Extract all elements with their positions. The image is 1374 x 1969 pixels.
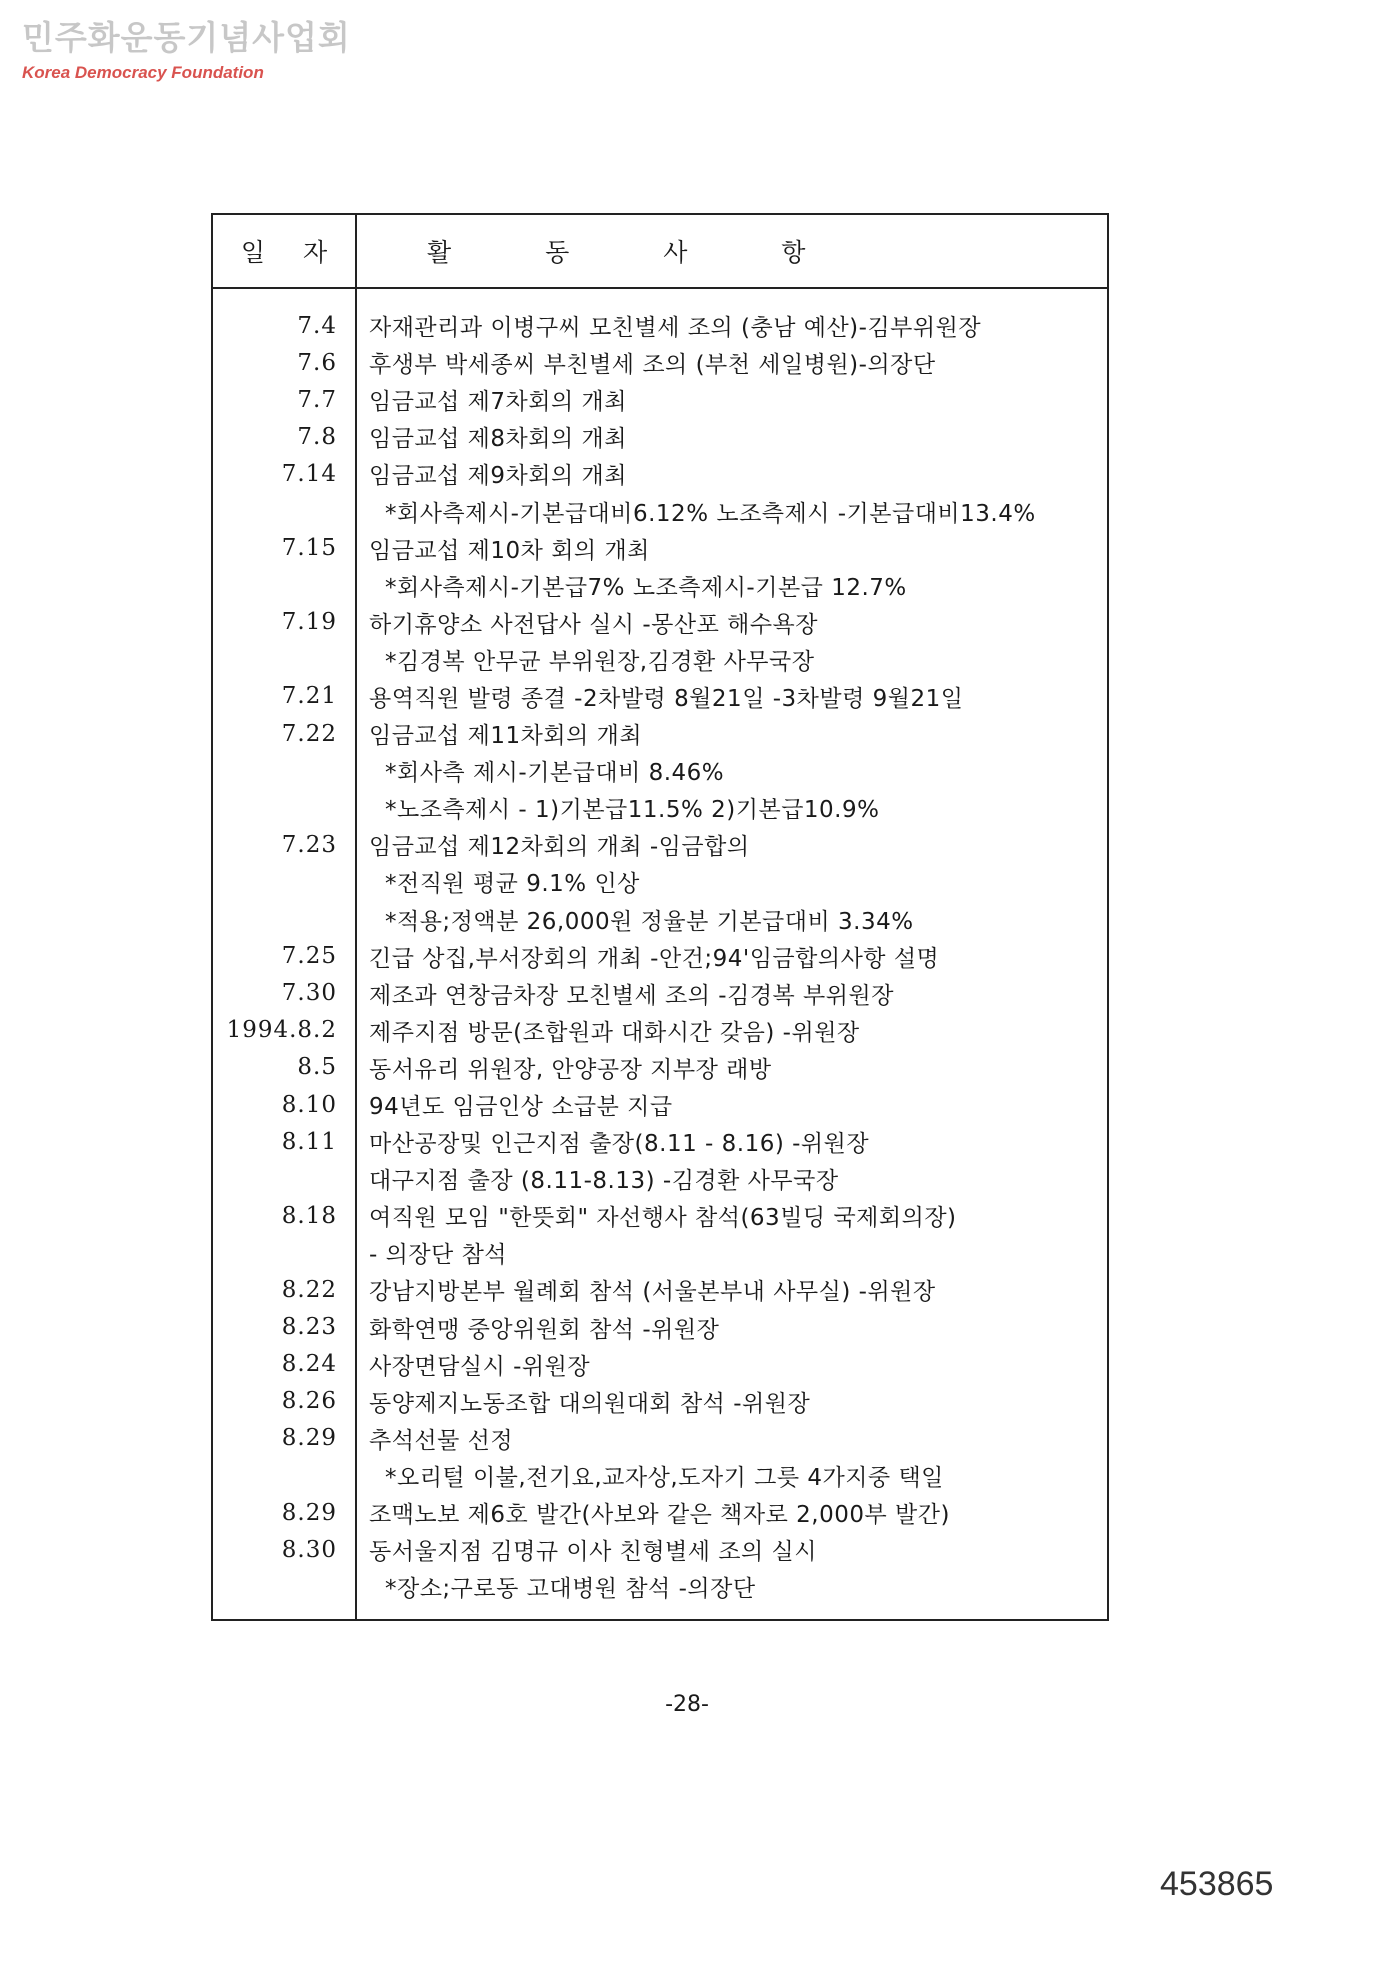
row-date: 7.14 xyxy=(281,460,337,487)
watermark-korean: 민주화운동기념사업회 xyxy=(22,18,351,57)
table-row xyxy=(213,1420,1107,1457)
row-activity: *회사측제시-기본급7% 노조측제시-기본급 12.7% xyxy=(385,574,907,601)
table-row xyxy=(213,492,1107,529)
table-row xyxy=(213,1049,1107,1086)
row-activity: 임금교섭 제9차회의 개최 xyxy=(369,463,627,490)
row-activity: 강남지방본부 월례회 참석 (서울본부내 사무실) -위원장 xyxy=(369,1279,936,1306)
row-activity: 마산공장및 인근지점 출장(8.11 - 8.16) -위원장 xyxy=(369,1131,870,1158)
document-id: 453865 xyxy=(1160,1865,1274,1903)
table-row xyxy=(213,381,1107,418)
row-activity: 하기휴양소 사전답사 실시 -몽산포 해수욕장 xyxy=(369,611,818,638)
row-activity: 추석선물 선정 xyxy=(369,1427,514,1454)
row-activity: 자재관리과 이병구씨 모친별세 조의 (충남 예산)-김부위원장 xyxy=(369,315,982,342)
row-activity: 임금교섭 제8차회의 개최 xyxy=(369,426,627,453)
row-date: 7.22 xyxy=(281,720,337,747)
table-row xyxy=(213,1197,1107,1234)
page-number: -28- xyxy=(665,1692,709,1717)
header-divider xyxy=(213,287,1107,289)
row-activity: *장소;구로동 고대병원 참석 -의장단 xyxy=(385,1576,756,1603)
row-activity: 대구지점 출장 (8.11-8.13) -김경환 사무국장 xyxy=(369,1168,839,1195)
table-row xyxy=(213,1086,1107,1123)
row-activity: 후생부 박세종씨 부친별세 조의 (부천 세일병원)-의장단 xyxy=(369,352,936,379)
table-row xyxy=(213,975,1107,1012)
row-date: 7.6 xyxy=(297,349,337,376)
table-row xyxy=(213,1531,1107,1568)
row-activity: 동양제지노동조합 대의원대회 참석 -위원장 xyxy=(369,1390,811,1417)
row-activity: 긴급 상집,부서장회의 개최 -안건;94'임금합의사항 설명 xyxy=(369,945,940,972)
row-date: 8.29 xyxy=(281,1425,337,1452)
row-date: 7.7 xyxy=(297,386,337,413)
header-date: 일 자 xyxy=(240,238,328,267)
row-activity: 조맥노보 제6호 발간(사보와 같은 책자로 2,000부 발간) xyxy=(369,1502,950,1529)
row-date: 7.4 xyxy=(297,312,337,339)
row-activity: *노조측제시 - 1)기본급11.5% 2)기본급10.9% xyxy=(385,797,880,824)
row-activity: *적용;정액분 26,000원 정율분 기본급대비 3.34% xyxy=(385,908,914,935)
table-row xyxy=(213,1568,1107,1605)
row-activity: 용역직원 발령 종결 -2차발령 8월21일 -3차발령 9월21일 xyxy=(369,685,964,712)
header-activity: 활 동 사 항 xyxy=(427,238,806,267)
row-date: 8.30 xyxy=(281,1536,337,1563)
row-date: 1994.8.2 xyxy=(226,1017,337,1044)
table-row xyxy=(213,1457,1107,1494)
row-activity: *김경복 안무균 부위원장,김경환 사무국장 xyxy=(385,648,815,675)
row-activity: 제주지점 방문(조합원과 대화시간 갖음) -위원장 xyxy=(369,1019,860,1046)
row-activity: *회사측 제시-기본급대비 8.46% xyxy=(385,760,725,787)
row-date: 8.24 xyxy=(281,1351,337,1378)
row-date: 8.11 xyxy=(281,1128,337,1155)
row-date: 7.30 xyxy=(281,980,337,1007)
table-row xyxy=(213,418,1107,455)
row-activity: *전직원 평균 9.1% 인상 xyxy=(385,871,640,898)
table-row xyxy=(213,604,1107,641)
row-activity: 사장면담실시 -위원장 xyxy=(369,1353,591,1380)
row-activity: 임금교섭 제11차회의 개최 xyxy=(369,723,643,750)
row-activity: - 의장단 참석 xyxy=(369,1242,508,1269)
table-row xyxy=(213,455,1107,492)
table-row xyxy=(213,1160,1107,1197)
table-row xyxy=(213,1123,1107,1160)
table-body xyxy=(213,307,1107,1605)
row-date: 8.18 xyxy=(281,1202,337,1229)
row-activity: *회사측제시-기본급대비6.12% 노조측제시 -기본급대비13.4% xyxy=(385,500,1036,527)
table-row xyxy=(213,1234,1107,1271)
row-date: 7.8 xyxy=(297,423,337,450)
row-date: 8.10 xyxy=(281,1091,337,1118)
row-date: 7.25 xyxy=(281,943,337,970)
row-activity: *오리털 이불,전기요,교자상,도자기 그릇 4가지중 택일 xyxy=(385,1464,944,1491)
row-activity: 제조과 연창금차장 모친별세 조의 -김경복 부위원장 xyxy=(369,982,894,1009)
row-activity: 화학연맹 중앙위원회 참석 -위원장 xyxy=(369,1316,720,1343)
table-row xyxy=(213,863,1107,900)
row-activity: 임금교섭 제10차 회의 개최 xyxy=(369,537,650,564)
row-activity: 동서울지점 김명규 이사 친형별세 조의 실시 xyxy=(369,1539,817,1566)
row-date: 8.26 xyxy=(281,1388,337,1415)
row-activity: 여직원 모임 "한뜻회" 자선행사 참석(63빌딩 국제회의장) xyxy=(369,1205,957,1232)
table-row xyxy=(213,715,1107,752)
table-row xyxy=(213,1271,1107,1308)
table-row xyxy=(213,307,1107,344)
table-row xyxy=(213,1494,1107,1531)
row-date: 7.15 xyxy=(281,535,337,562)
table-row xyxy=(213,752,1107,789)
row-date: 8.29 xyxy=(281,1499,337,1526)
row-activity: 동서유리 위원장, 안양공장 지부장 래방 xyxy=(369,1056,772,1083)
table-row xyxy=(213,826,1107,863)
row-date: 8.22 xyxy=(281,1276,337,1303)
watermark-english: Korea Democracy Foundation xyxy=(22,63,264,82)
table-row xyxy=(213,1309,1107,1346)
row-date: 7.23 xyxy=(281,831,337,858)
table-row xyxy=(213,938,1107,975)
table-row xyxy=(213,344,1107,381)
foundation-watermark-logo xyxy=(22,18,351,84)
row-activity: 임금교섭 제7차회의 개최 xyxy=(369,389,627,416)
table-row xyxy=(213,641,1107,678)
row-date: 8.5 xyxy=(297,1054,337,1081)
row-activity: 94년도 임금인상 소급분 지급 xyxy=(369,1094,673,1121)
row-date: 7.21 xyxy=(281,683,337,710)
table-row xyxy=(213,789,1107,826)
row-date: 8.23 xyxy=(281,1314,337,1341)
table-row xyxy=(213,530,1107,567)
table-row xyxy=(213,901,1107,938)
table-row xyxy=(213,567,1107,604)
row-date: 7.19 xyxy=(281,609,337,636)
activity-table xyxy=(211,213,1109,1621)
table-row xyxy=(213,678,1107,715)
table-row xyxy=(213,1012,1107,1049)
table-row xyxy=(213,1346,1107,1383)
table-row xyxy=(213,1383,1107,1420)
row-activity: 임금교섭 제12차회의 개최 -임금합의 xyxy=(369,834,750,861)
